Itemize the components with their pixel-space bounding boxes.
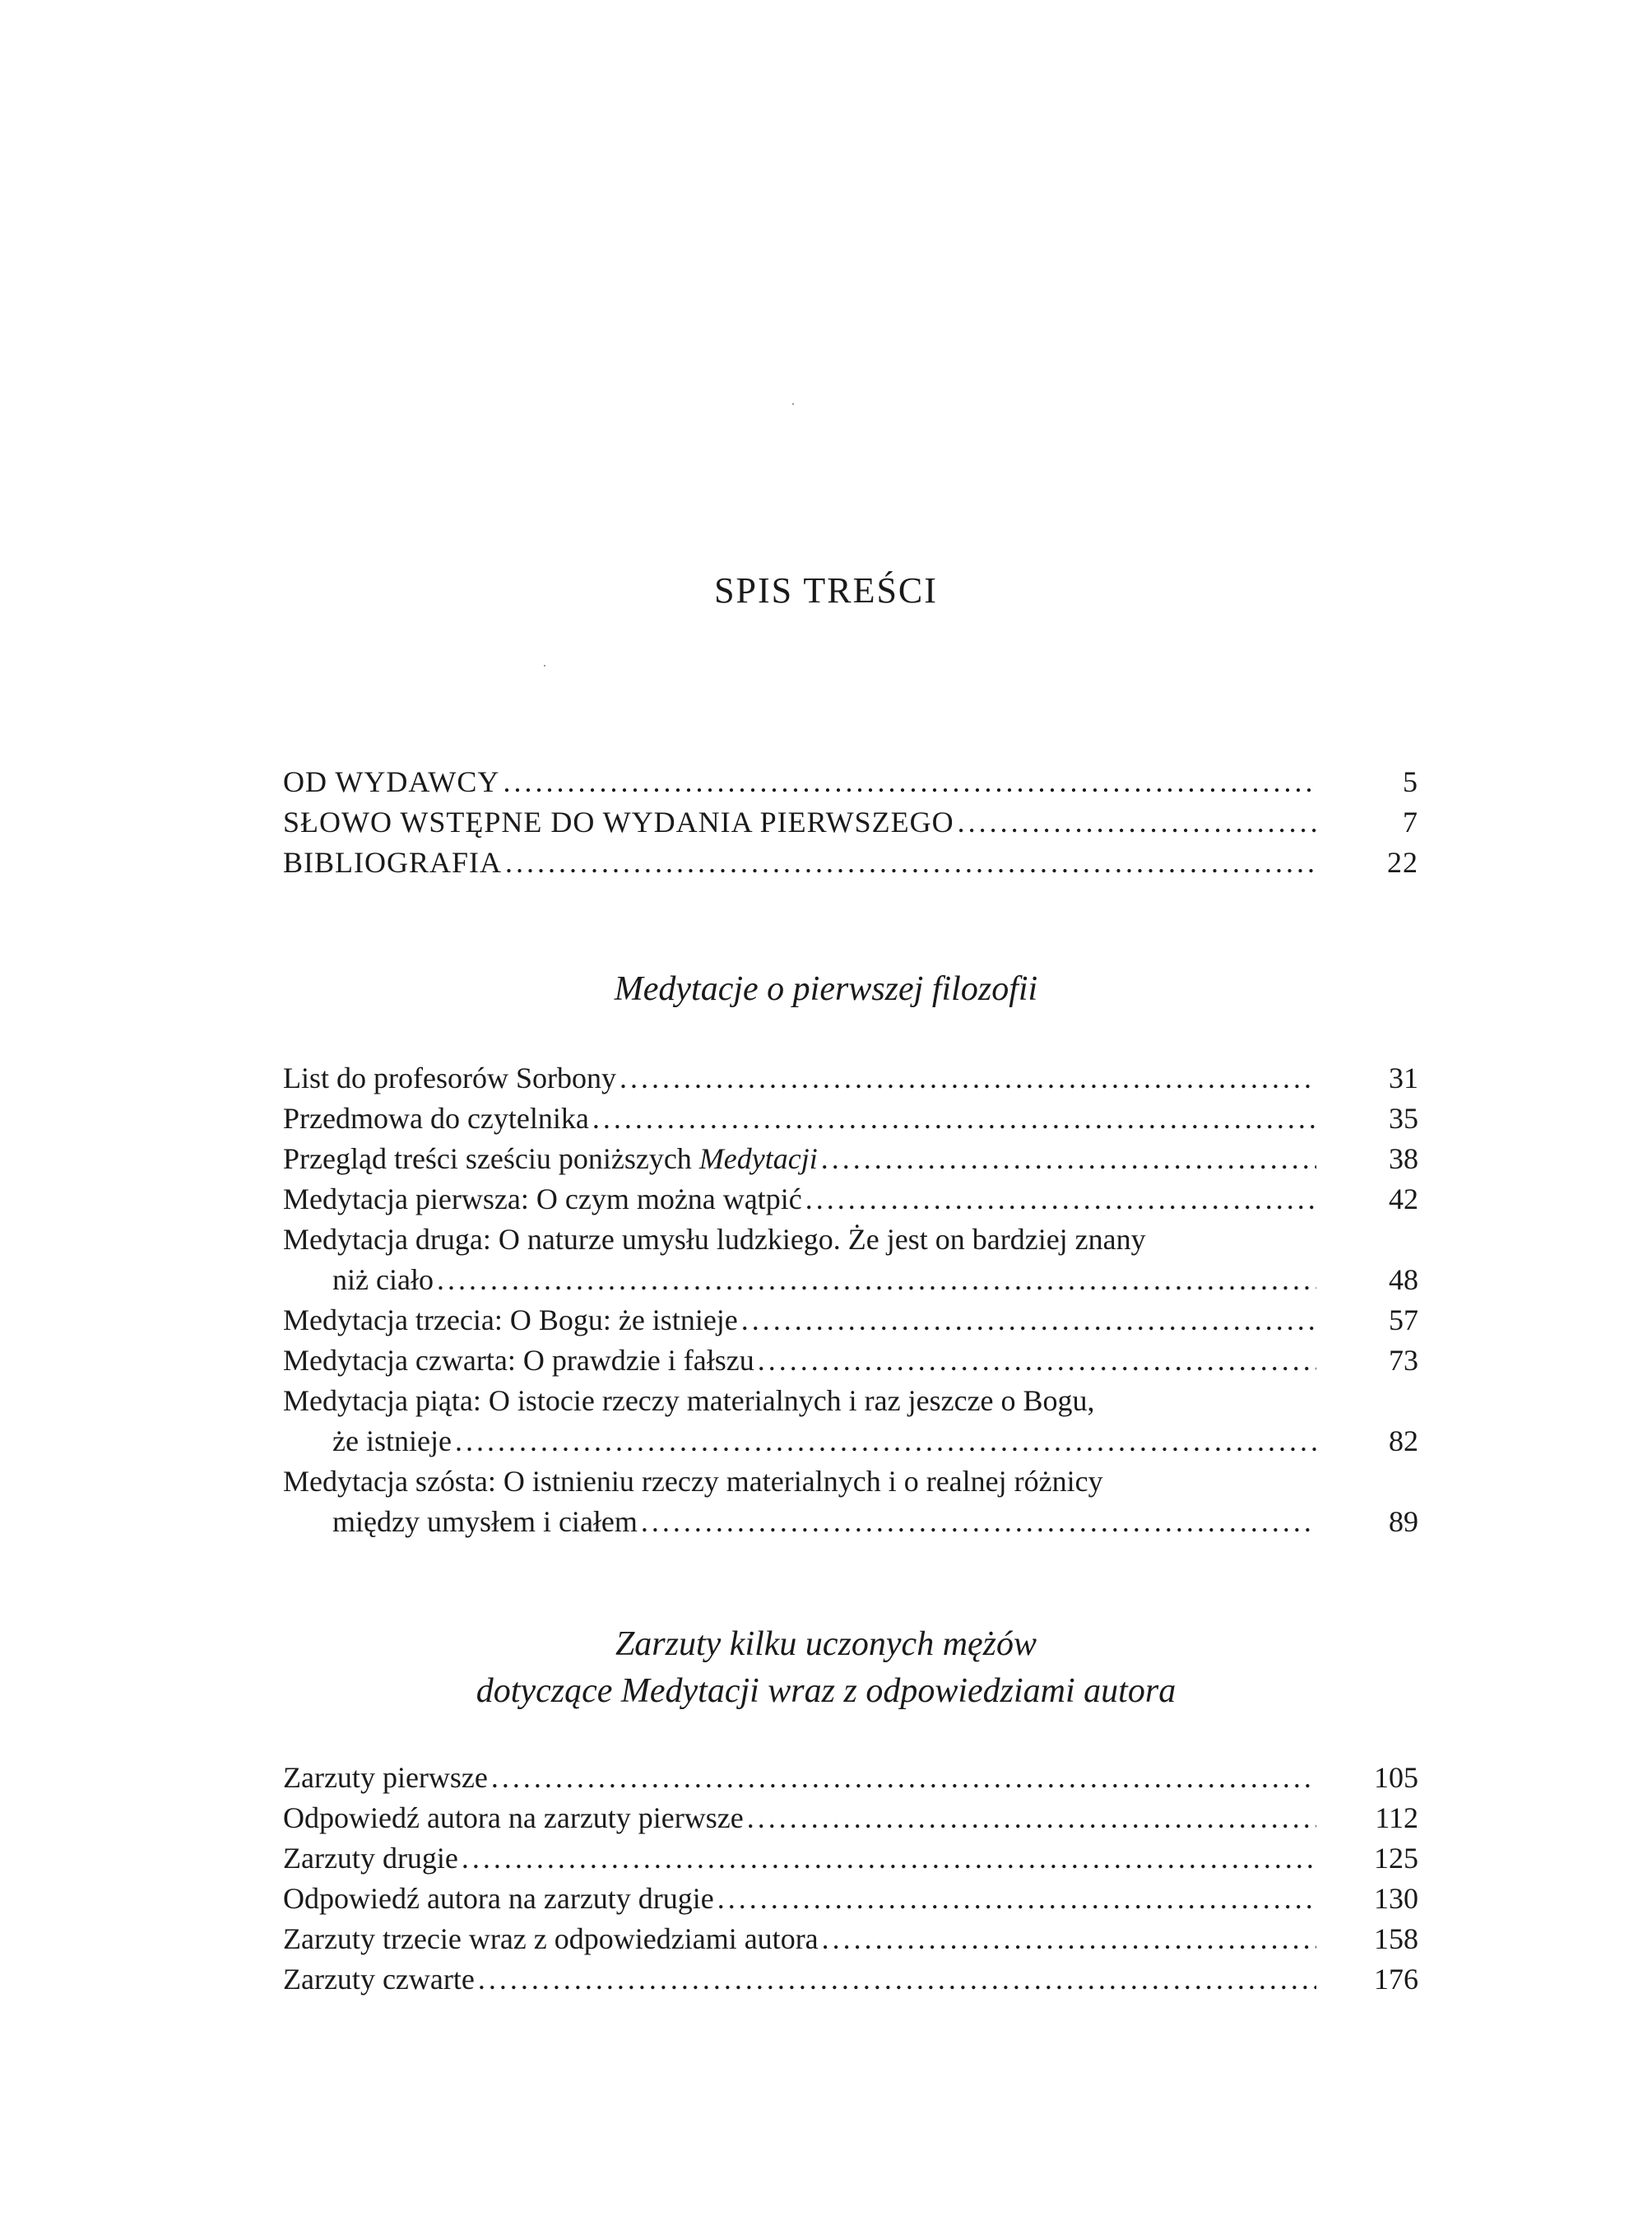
leader-dots [620, 1058, 1316, 1099]
section-title-medytacje: Medytacje o pierwszej filozofii [614, 970, 1038, 1008]
toc-entry-page: 130 [1374, 1882, 1418, 1915]
toc-entry-slowo-wstepne[interactable] [283, 802, 1418, 843]
scan-speck [544, 665, 545, 667]
toc-entry-label: BIBLIOGRAFIA [283, 846, 503, 879]
leader-dots [437, 1260, 1316, 1300]
toc-entry-bibliografia[interactable] [283, 843, 1418, 883]
leader-dots [821, 1139, 1316, 1179]
toc-entry-label: Medytacja pierwsza: O czym można wątpić [283, 1183, 802, 1215]
toc-entry-page: 176 [1374, 1963, 1418, 1996]
toc-entry-label: między umysłem i ciałem [332, 1505, 638, 1538]
toc-entry-line1[interactable] [283, 1220, 1418, 1260]
section-subtitle-zarzuty: dotyczące Medytacji wraz z odpowiedziami autora [476, 1672, 1176, 1710]
toc-entry-page: 112 [1375, 1801, 1418, 1834]
toc-entry-label: że istnieje [332, 1424, 452, 1457]
toc-entry-line1[interactable] [283, 1461, 1418, 1502]
toc-entry[interactable] [283, 1838, 1418, 1879]
toc-entry-page: 38 [1389, 1142, 1418, 1175]
toc-entry-label: Zarzuty drugie [283, 1842, 458, 1875]
toc-entry-page: 35 [1389, 1102, 1418, 1135]
leader-dots [592, 1099, 1316, 1139]
page-title: SPIS TREŚCI [714, 570, 938, 611]
toc-entry-label: Zarzuty trzecie wraz z odpowiedziami autora [283, 1922, 819, 1955]
toc-entry-label: OD WYDAWCY [283, 765, 500, 798]
toc-entry-label: Medytacja szósta: O istnieniu rzeczy materialnych i o realnej różnicy [283, 1465, 1103, 1498]
section-title-zarzuty: Zarzuty kilku uczonych mężów [615, 1625, 1037, 1663]
scan-speck [792, 403, 794, 405]
section2-list [283, 1758, 1418, 2000]
leader-dots [958, 802, 1316, 843]
leader-dots [641, 1502, 1316, 1542]
toc-entry-page: 5 [1403, 765, 1418, 798]
leader-dots [717, 1879, 1316, 1919]
toc-entry[interactable] [283, 1919, 1418, 1959]
toc-entry-page: 105 [1374, 1761, 1418, 1794]
leader-dots [741, 1300, 1316, 1341]
leader-dots [505, 843, 1316, 883]
toc-entry-page: 158 [1374, 1922, 1418, 1955]
toc-entry-page: 82 [1389, 1424, 1418, 1457]
leader-dots [822, 1919, 1316, 1959]
toc-entry-label: Odpowiedź autora na zarzuty pierwsze [283, 1801, 744, 1834]
toc-entry-label: niż ciało [332, 1263, 434, 1296]
toc-entry-page: 42 [1389, 1183, 1418, 1215]
toc-entry-label: SŁOWO WSTĘPNE DO WYDANIA PIERWSZEGO [283, 806, 954, 839]
leader-dots [758, 1341, 1316, 1381]
leader-dots [503, 762, 1316, 802]
leader-dots [455, 1421, 1316, 1461]
leader-dots [747, 1798, 1316, 1838]
toc-entry[interactable] [283, 1758, 1418, 1798]
section1-list [283, 1058, 1418, 1542]
toc-entry-od-wydawcy[interactable] [283, 762, 1418, 802]
toc-entry-label: List do profesorów Sorbony [283, 1062, 616, 1094]
toc-entry[interactable] [283, 1139, 1418, 1179]
leader-dots [462, 1838, 1316, 1879]
toc-entry-line2[interactable] [283, 1421, 1418, 1461]
toc-entry-label: Przedmowa do czytelnika [283, 1102, 589, 1135]
toc-entry-page: 48 [1389, 1263, 1418, 1296]
toc-entry-page: 73 [1389, 1344, 1418, 1377]
leader-dots [491, 1758, 1316, 1798]
toc-entry[interactable] [283, 1959, 1418, 2000]
toc-entry-label: Zarzuty czwarte [283, 1963, 475, 1996]
toc-entry-label [283, 1139, 818, 1179]
toc-entry[interactable] [283, 1300, 1418, 1341]
toc-entry-label: Medytacja piąta: O istocie rzeczy materialnych i raz jeszcze o Bogu, [283, 1384, 1095, 1417]
toc-entry-label-italic: Medytacji [698, 1142, 818, 1175]
toc-entry-page: 7 [1403, 806, 1418, 839]
leader-dots [805, 1179, 1316, 1220]
toc-entry-label: Zarzuty pierwsze [283, 1761, 488, 1794]
toc-entry-label-prefix: Przegląd treści sześciu poniższych [283, 1142, 699, 1175]
leader-dots [478, 1959, 1316, 2000]
toc-entry[interactable] [283, 1798, 1418, 1838]
toc-entry-label: Medytacja druga: O naturze umysłu ludzkiego. Że jest on bardziej znany [283, 1223, 1146, 1256]
toc-entry[interactable] [283, 1099, 1418, 1139]
toc-entry-label: Medytacja czwarta: O prawdzie i fałszu [283, 1344, 754, 1377]
front-matter-list [283, 762, 1418, 883]
toc-entry[interactable] [283, 1879, 1418, 1919]
toc-entry[interactable] [283, 1341, 1418, 1381]
toc-entry-label: Odpowiedź autora na zarzuty drugie [283, 1882, 714, 1915]
toc-entry-page: 125 [1374, 1842, 1418, 1875]
toc-entry-line2[interactable] [283, 1502, 1418, 1542]
toc-entry-label: Medytacja trzecia: O Bogu: że istnieje [283, 1303, 738, 1336]
toc-entry-line2[interactable] [283, 1260, 1418, 1300]
toc-entry-line1[interactable] [283, 1381, 1418, 1421]
toc-entry-page: 22 [1387, 846, 1418, 879]
toc-entry-page: 57 [1389, 1303, 1418, 1336]
toc-entry[interactable] [283, 1058, 1418, 1099]
toc-entry-page: 89 [1389, 1505, 1418, 1538]
toc-entry-page: 31 [1389, 1062, 1418, 1094]
toc-entry[interactable] [283, 1179, 1418, 1220]
